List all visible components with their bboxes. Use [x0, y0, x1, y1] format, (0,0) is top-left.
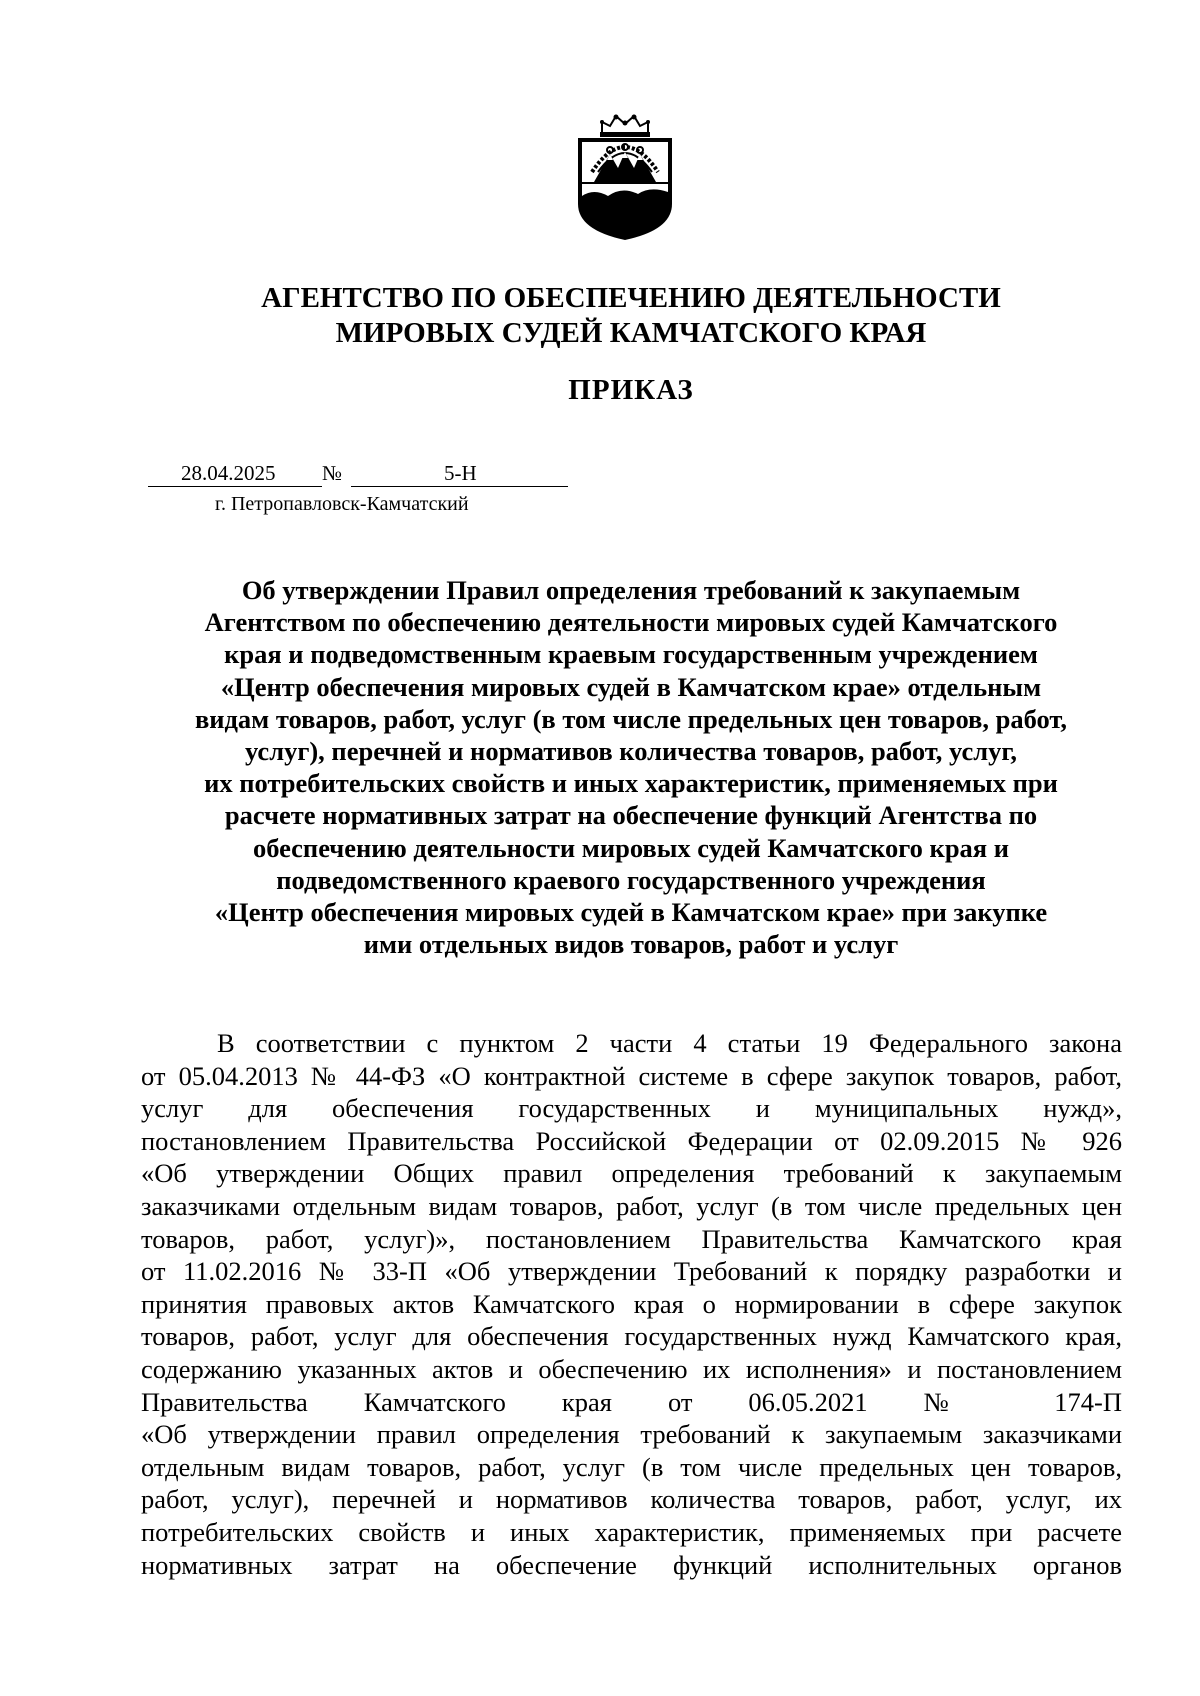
order-subject-heading: [140, 574, 1122, 960]
body-line: услуг для обеспечения государственных и муниципальных нужд»,: [141, 1093, 1122, 1124]
body-line: от 11.02.2016 № 33-П «Об утверждении Требований к порядку разработки и: [141, 1256, 1122, 1287]
city-name: г. Петропавловск-Камчатский: [215, 493, 469, 515]
body-line: заказчиками отдельным видам товаров, работ, услуг (в том числе предельных цен: [141, 1190, 1122, 1221]
body-line: Правительства Камчатского края от 06.05.2021 № 174-П: [141, 1386, 1122, 1417]
subject-line: обеспечению деятельности мировых судей Камчатского края и: [252, 832, 1010, 863]
subject-line: края и подведомственным краевым государственным учреждением: [224, 639, 1038, 670]
subject-line: Агентством по обеспечению деятельности мировых судей Камчатского: [204, 607, 1058, 638]
body-line: В соответствии с пунктом 2 части 4 статьи 19 Федерального закона: [217, 1028, 1122, 1058]
body-line: работ, услуг), перечней и нормативов количества товаров, работ, услуг, их: [141, 1484, 1122, 1515]
coat-of-arms-emblem: [572, 112, 678, 242]
subject-line: «Центр обеспечения мировых судей в Камчатском крае» при закупке: [214, 897, 1048, 928]
order-number: 5-Н: [444, 461, 477, 485]
subject-line: услуг), перечней и нормативов количества товаров, работ, услуг,: [245, 736, 1017, 767]
subject-line: «Центр обеспечения мировых судей в Камчатском крае» отдельным: [220, 671, 1042, 702]
body-line: нормативных затрат на обеспечение функций исполнительных органов: [141, 1549, 1122, 1580]
body-line: потребительских свойств и иных характеристик, применяемых при расчете: [141, 1516, 1122, 1547]
body-line: от 05.04.2013 № 44-ФЗ «О контрактной системе в сфере закупок товаров, работ,: [141, 1060, 1122, 1091]
subject-line: Об утверждении Правил определения требований к закупаемым: [241, 575, 1021, 605]
subject-line: ими отдельных видов товаров, работ и услуг: [363, 929, 899, 960]
order-date: 28.04.2025: [181, 461, 276, 485]
body-line: постановлением Правительства Российской Федерации от 02.09.2015 № 926: [141, 1125, 1122, 1156]
preamble-paragraph: [141, 1027, 1122, 1581]
agency-name-line-2: МИРОВЫХ СУДЕЙ КАМЧАТСКОГО КРАЯ: [335, 317, 927, 349]
body-line: «Об утверждении Общих правил определения требований к закупаемым: [141, 1158, 1122, 1189]
number-sign: №: [322, 461, 343, 485]
subject-line: видам товаров, работ, услуг (в том числе предельных цен товаров, работ,: [194, 703, 1068, 734]
body-line: «Об утверждении правил определения требований к закупаемым заказчиками: [141, 1419, 1122, 1450]
body-line: товаров, работ, услуг для обеспечения государственных нужд Камчатского края,: [141, 1321, 1122, 1352]
body-line: товаров, работ, услуг)», постановлением Правительства Камчатского края: [141, 1223, 1122, 1254]
body-line: отдельным видам товаров, работ, услуг (в том числе предельных цен товаров,: [141, 1451, 1122, 1482]
agency-name-line-1: АГЕНТСТВО ПО ОБЕСПЕЧЕНИЮ ДЕЯТЕЛЬНОСТИ: [261, 282, 1001, 314]
subject-line: расчете нормативных затрат на обеспечение функций Агентства по: [224, 800, 1038, 831]
body-line: принятия правовых актов Камчатского края о нормировании в сфере закупок: [141, 1288, 1122, 1319]
subject-line: их потребительских свойств и иных характеристик, применяемых при: [204, 768, 1058, 799]
subject-line: подведомственного краевого государственного учреждения: [276, 864, 986, 895]
document-type-title: ПРИКАЗ: [568, 374, 694, 406]
body-line: содержанию указанных актов и обеспечению их исполнения» и постановлением: [141, 1353, 1122, 1384]
